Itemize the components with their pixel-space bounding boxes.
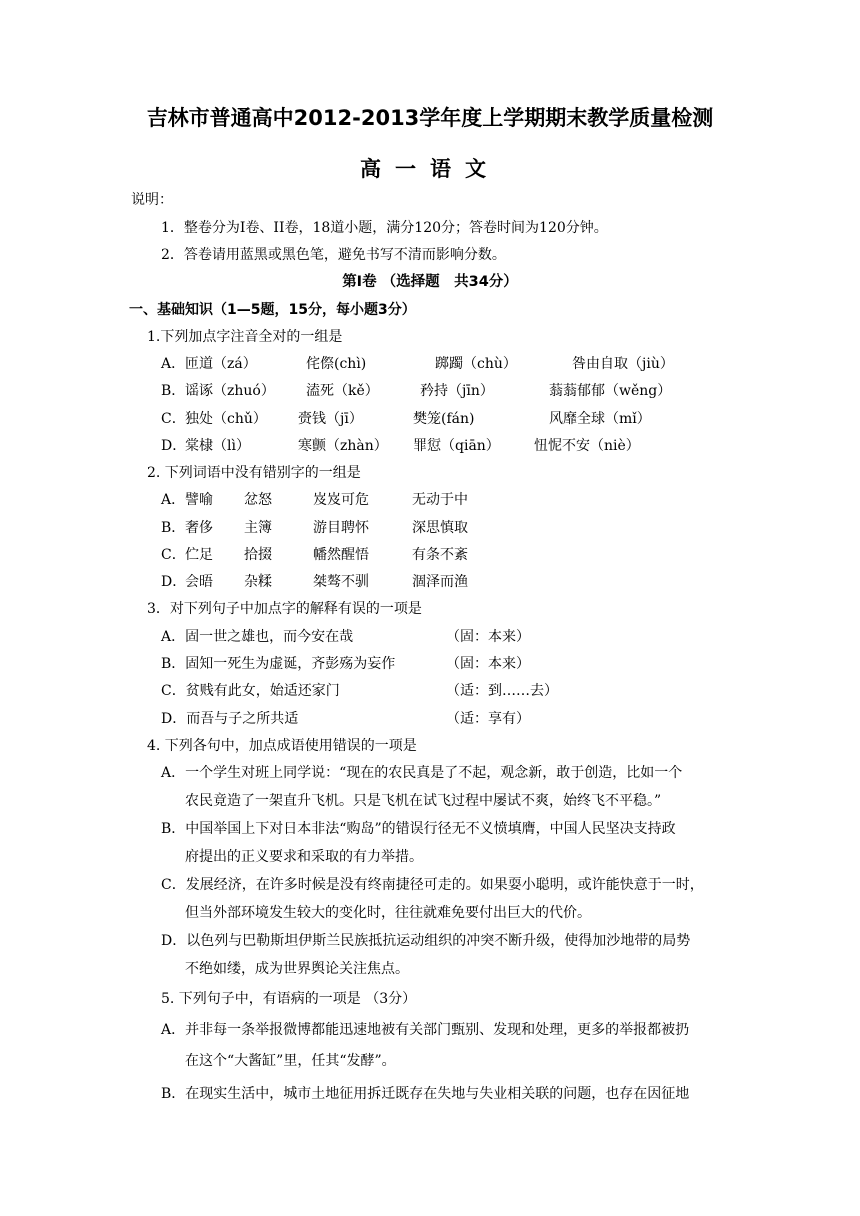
q3-explanation: （固：本来） (446, 629, 530, 645)
q4-option-c: C．发展经济，在许多时候是没有终南捷径可走的。如果耍小聪明，或许能快意于一时， (161, 877, 704, 893)
question-5-stem: 5. 下列句子中，有语病的一项是 （3分） (161, 991, 417, 1007)
q1-cell: 咎由自取（jiù） (572, 356, 674, 372)
q1-cell: 溘死（kě） (306, 383, 379, 399)
q5-option-b: B．在现实生活中，城市土地征用拆迁既存在失地与失业相关联的问题，也存在因征地 (161, 1086, 690, 1102)
q1-cell: 蓊蓊郁郁（wěng） (549, 383, 672, 399)
q4-option-b-cont: 府提出的正义要求和采取的有力举措。 (185, 849, 423, 865)
q2-cell: 譬喻 (185, 492, 213, 508)
q3-option: A．固一世之雄也，而今安在哉 (161, 629, 354, 645)
q3-explanation: （适：到……去） (446, 683, 558, 699)
q4-option-b: B．中国举国上下对日本非法“购岛”的错误行径无不义愤填膺，中国人民坚决支持政 (161, 821, 676, 837)
q2-cell: 会晤 (185, 574, 213, 590)
q2-cell: 主簿 (244, 520, 272, 536)
exam-subtitle: 高一语文 (360, 157, 500, 181)
q2-option-label: C． (161, 547, 186, 563)
q2-cell: 幡然醒悟 (313, 547, 369, 563)
q2-option-label: A． (161, 492, 186, 508)
q1-option-label: C． (161, 411, 186, 427)
q2-cell: 涸泽而渔 (412, 574, 468, 590)
q1-cell: 矜持（jīn） (420, 383, 494, 399)
q2-cell: 有条不紊 (412, 547, 468, 563)
q4-option-c-cont: 但当外部环境发生较大的变化时，往往就难免要付出巨大的代价。 (185, 905, 591, 921)
q2-cell: 杂糅 (244, 574, 272, 590)
q1-cell: 樊笼(fán) (413, 411, 475, 427)
q1-option-label: D． (161, 438, 187, 454)
q2-cell: 拾掇 (244, 547, 272, 563)
q2-cell: 游目聘怀 (313, 520, 369, 536)
q4-option-d: D．以色列与巴勒斯坦伊斯兰民族抵抗运动组织的冲突不断升级，使得加沙地带的局势 (161, 933, 691, 949)
part-heading: 一、基础知识（1—5题，15分，每小题3分） (129, 302, 416, 318)
q4-option-a-cont: 农民竟造了一架直升飞机。只是飞机在试飞过程中屡试不爽，始终飞不平稳。” (185, 793, 662, 809)
q4-option-d-cont: 不绝如缕，成为世界舆论关注焦点。 (185, 961, 409, 977)
q2-cell: 岌岌可危 (313, 492, 369, 508)
q1-option-label: B． (161, 383, 186, 399)
note-item-1: 1．整卷分为Ⅰ卷、II卷，18道小题，满分120分；答卷时间为120分钟。 (161, 220, 608, 236)
q2-cell: 无动于中 (412, 492, 468, 508)
q1-cell: 侘傺(chì) (306, 356, 367, 372)
q2-cell: 奢侈 (185, 520, 213, 536)
question-2-stem: 2. 下列词语中没有错别字的一组是 (147, 465, 361, 481)
q3-explanation: （固：本来） (446, 656, 530, 672)
q1-cell: 风靡全球（mǐ） (549, 411, 651, 427)
q1-cell: 棠棣（lì） (185, 438, 250, 454)
q2-option-label: D． (161, 574, 187, 590)
q4-option-a: A．一个学生对班上同学说：“现在的农民真是了不起，观念新，敢于创造，比如一个 (161, 765, 683, 781)
question-3-stem: 3．对下列句子中加点字的解释有误的一项是 (147, 601, 422, 617)
q1-cell: 罪愆（qiān） (413, 438, 500, 454)
q1-option-label: A． (161, 356, 186, 372)
q2-option-label: B． (161, 520, 186, 536)
exam-title: 吉林市普通高中2012-2013学年度上学期期末教学质量检测 (146, 106, 714, 130)
q1-cell: 匝道（zá） (185, 356, 257, 372)
section-title: 第Ⅰ卷 （选择题 共34分） (342, 274, 518, 290)
q5-option-a: A．并非每一条举报微博都能迅速地被有关部门甄别、发现和处理，更多的举报都被扔 (161, 1022, 690, 1038)
question-1-stem: 1.下列加点字注音全对的一组是 (147, 329, 343, 345)
q3-option: D．而吾与子之所共适 (161, 711, 299, 727)
note-item-2: 2．答卷请用蓝黑或黑色笔，避免书写不清而影响分数。 (161, 247, 506, 263)
q1-cell: 忸怩不安（niè） (534, 438, 640, 454)
q1-cell: 寒颤（zhàn） (298, 438, 388, 454)
q1-cell: 谣诼（zhuó） (185, 383, 275, 399)
q1-cell: 独处（chǔ） (185, 411, 267, 427)
question-4-stem: 4. 下列各句中，加点成语使用错误的一项是 (147, 738, 417, 754)
q1-cell: 踯躅（chù） (435, 356, 517, 372)
notes-label: 说明： (131, 192, 173, 208)
q2-cell: 桀骜不驯 (313, 574, 369, 590)
q3-explanation: （适：享有） (446, 711, 530, 727)
q1-cell: 赍钱（jī） (298, 411, 363, 427)
q3-option: C．贫贱有此女，始适还家门 (161, 683, 340, 699)
q2-cell: 伫足 (185, 547, 213, 563)
q5-option-a-cont: 在这个“大酱缸”里，任其“发酵”。 (185, 1053, 396, 1069)
q2-cell: 忿怒 (244, 492, 272, 508)
q2-cell: 深思慎取 (412, 520, 468, 536)
q3-option: B．固知一死生为虚诞，齐彭殇为妄作 (161, 656, 396, 672)
